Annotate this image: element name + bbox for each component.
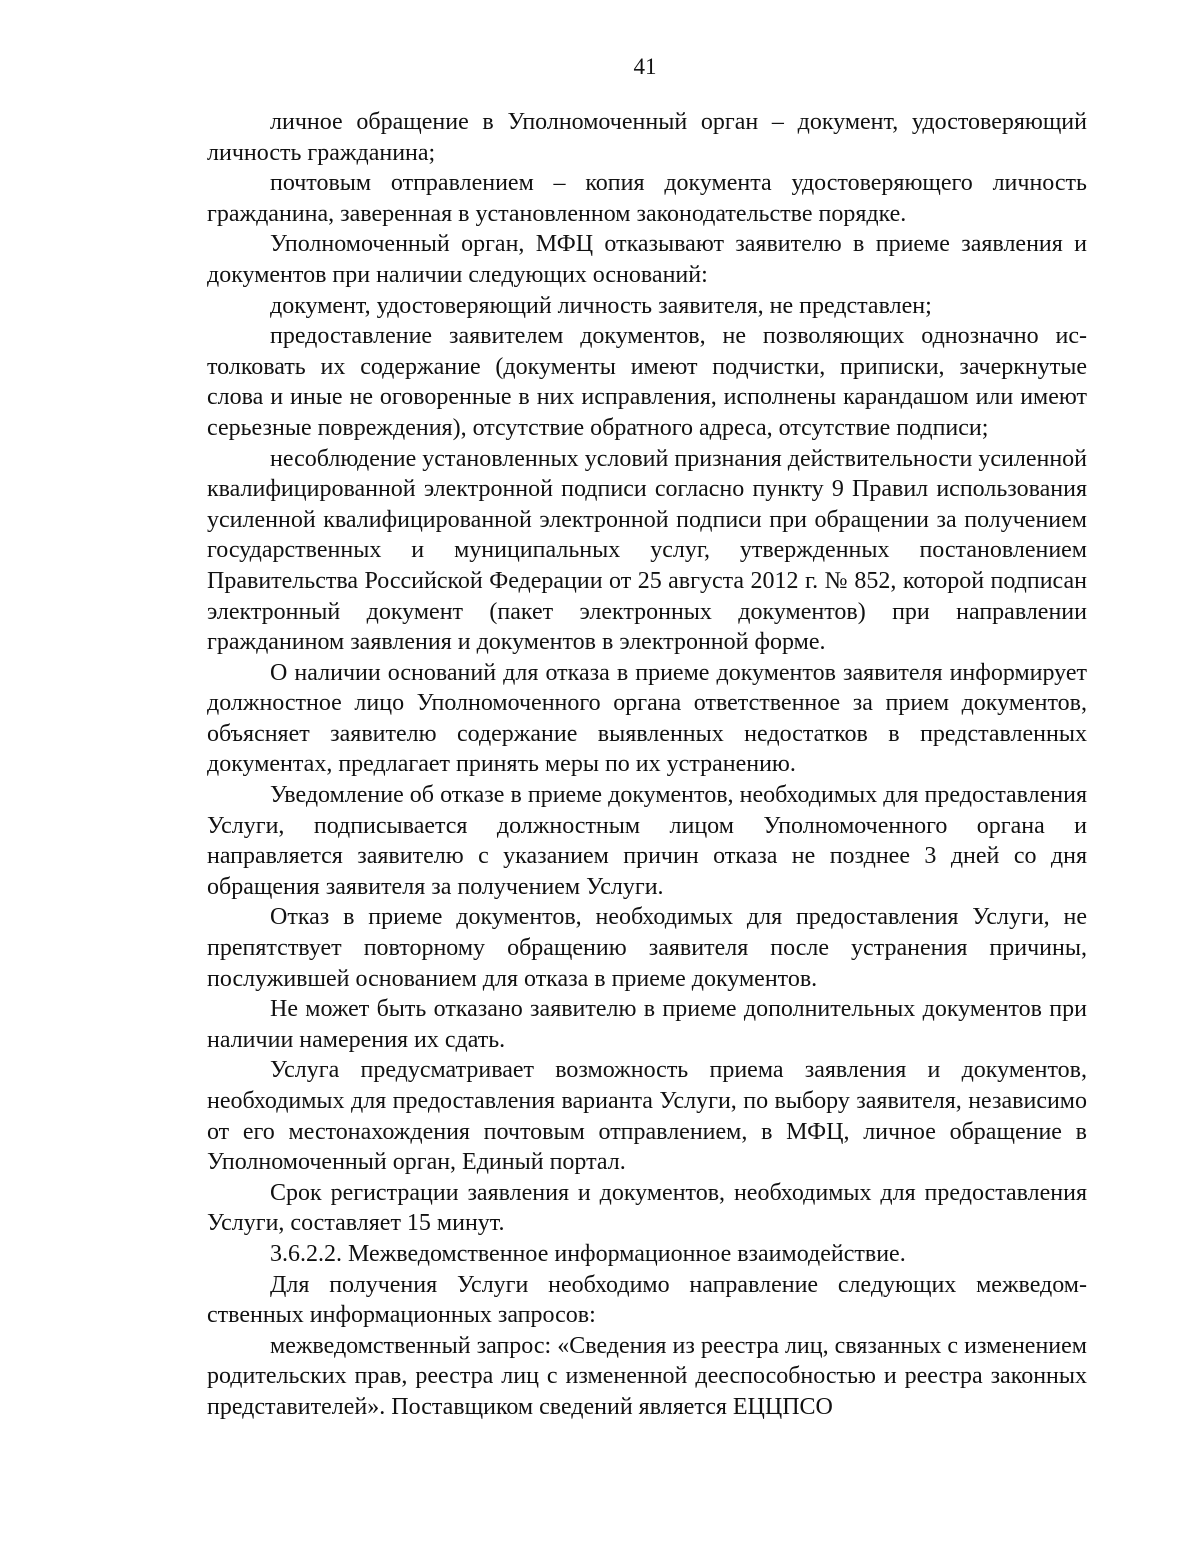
paragraph: Не может быть отказано заявителю в приеме дополнительных документов при наличии намерения их сдать. <box>207 996 1087 1053</box>
paragraph: межведомственный запрос: «Сведения из реестра лиц, связанных с изменением родительских прав, реестра лиц с измененной дееспособностью и реестра законных представителей». Поставщиком сведений является ЕЦЦПСО <box>207 1332 1087 1420</box>
paragraph: личное обращение в Уполномоченный орган – документ, удостоверяющий личность гражданина; <box>207 109 1087 166</box>
paragraph: несоблюдение установленных условий признания действительности усиленной квалифицированной электронной подписи согласно пункту 9 Правил использования усиленной квалифицированной электронной подписи при обращении за получением государственных и муниципальных услуг, утвержденных постановлением Правительства Российской Федерации от 25 августа 2012 г. № 852, которой подписан электронный документ (пакет электронных документов) при направлении гражданином заявления и документов в электронной форме. <box>207 445 1087 656</box>
paragraph: Отказ в приеме документов, необходимых для предоставления Услуги, не препятствует повторному обращению заявителя после устранения причины, послужившей основанием для отказа в приеме документов. <box>207 904 1087 992</box>
paragraph: Срок регистрации заявления и документов, необходимых для предоставления Услуги, составляет 15 минут. <box>207 1179 1087 1237</box>
page-number: 41 <box>633 54 657 79</box>
paragraph: предоставление заявителем документов, не позволяющих однозначно истолковать их содержание (документы имеют подчистки, приписки, зачеркнутые слова и иные не оговоренные в них исправления, исполнены карандашом или имеют серьезные повреждения), отсутствие обратного адреса, отсутствие подписи; <box>207 323 1087 441</box>
paragraph: почтовым отправлением – копия документа удостоверяющего личность гражданина, заверенная в установленном законодательстве порядке. <box>207 170 1087 227</box>
paragraph: Услуга предусматривает возможность приема заявления и документов, необходимых для предоставления варианта Услуги, по выбору заявителя, независимо от его местонахождения почтовым отправлением, в МФЦ, личное обращение в Уполномоченный орган, Единый портал. <box>207 1057 1087 1176</box>
section-heading: 3.6.2.2. Межведомственное информационное взаимодействие. <box>270 1240 906 1267</box>
document-body <box>207 107 1087 1423</box>
paragraph: О наличии оснований для отказа в приеме документов заявителя информирует должностное лицо Уполномоченного органа ответственное за прием документов, объясняет заявителю содержание выявленных недостатков в представленных документах, предлагает принять меры по их устранению. <box>207 659 1087 778</box>
paragraph: Уведомление об отказе в приеме документов, необходимых для предоставления Услуги, подписывается должностным лицом Уполномоченного органа и направляется заявителю с указанием причин отказа не позднее 3 дней со дня обращения заявителя за получением Услуги. <box>207 782 1087 900</box>
paragraph: документ, удостоверяющий личность заявителя, не представлен; <box>270 292 932 319</box>
paragraph: Уполномоченный орган, МФЦ отказывают заявителю в приеме заявления и документов при наличии следующих оснований: <box>207 231 1087 288</box>
paragraph: Для получения Услуги необходимо направление следующих межведомственных информационных запросов: <box>207 1271 1087 1329</box>
